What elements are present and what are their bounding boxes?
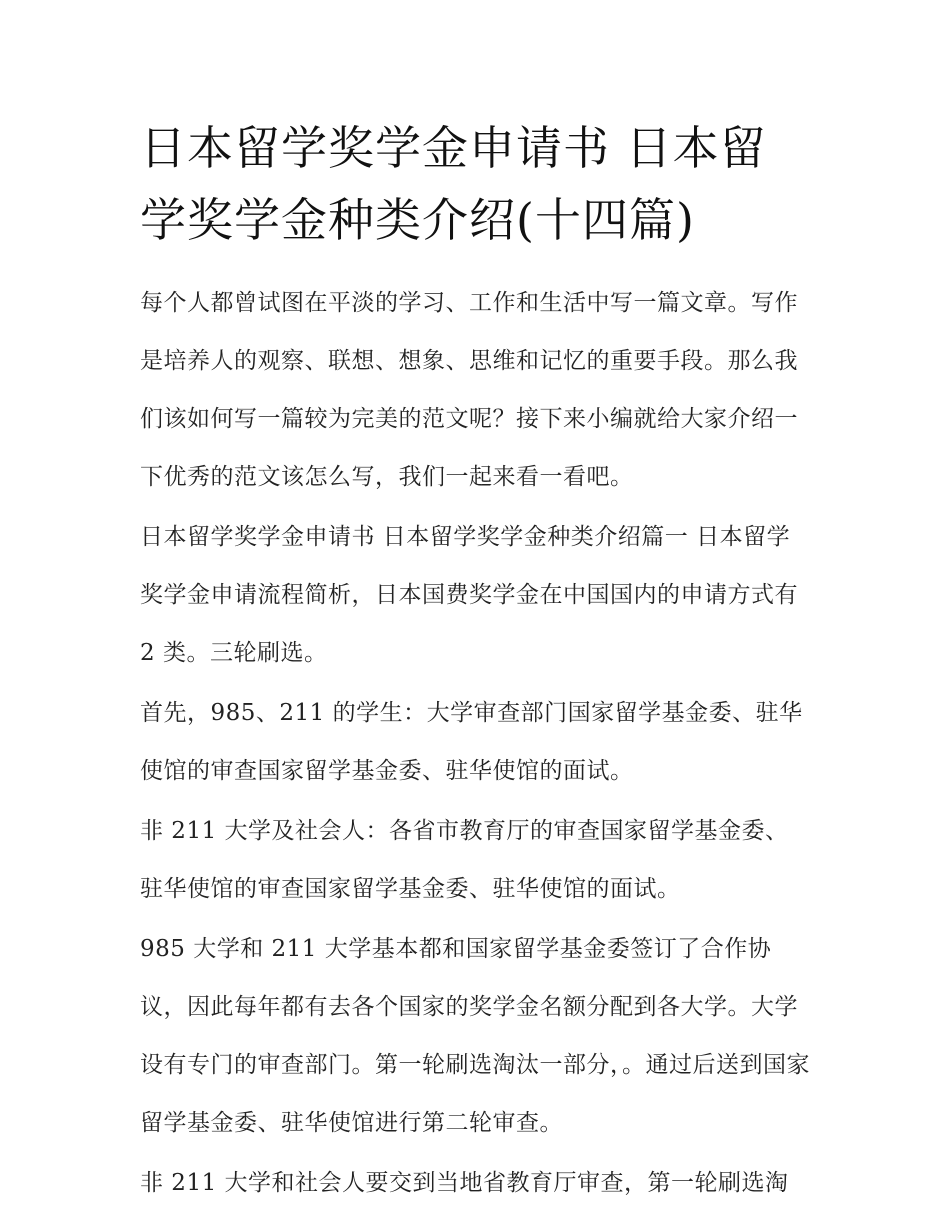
paragraph-agreement: 985 大学和 211 大学基本都和国家留学基金委签订了合作协议，因此每年都有去各个国家的奖学金名额分配到各大学。大学设有专门的审查部门。第一轮刷选淘汰一部分，。通过后送到国家留学基金委、驻华使馆进行第二轮审查。 [140,936,810,1136]
paragraph-intro: 每个人都曾试图在平淡的学习、工作和生活中写一篇文章。写作是培养人的观察、联想、想象、思维和记忆的重要手段。那么我们该如何写一篇较为完美的范文呢？接下来小编就给大家介绍一下优秀的范文该怎么写，我们一起来看一看吧。 [140,290,798,490]
paragraph-provincial: 非 211 大学和社会人要交到当地省教育厅审查，第一轮刷选淘 [140,1170,789,1196]
paragraph-985-211: 首先，985、211 的学生：大学审查部门国家留学基金委、驻华使馆的审查国家留学基金委、驻华使馆的面试。 [140,700,803,784]
document-title: 日本留学奖学金申请书 日本留学奖学金种类介绍(十四篇) [140,121,767,247]
paragraph-overview: 日本留学奖学金申请书 日本留学奖学金种类介绍篇一 日本留学奖学金申请流程简析，日本国费奖学金在中国国内的申请方式有 2 类。三轮刷选。 [140,524,798,666]
paragraph-non-211: 非 211 大学及社会人：各省市教育厅的审查国家留学基金委、驻华使馆的审查国家留学基金委、驻华使馆的面试。 [140,818,789,902]
